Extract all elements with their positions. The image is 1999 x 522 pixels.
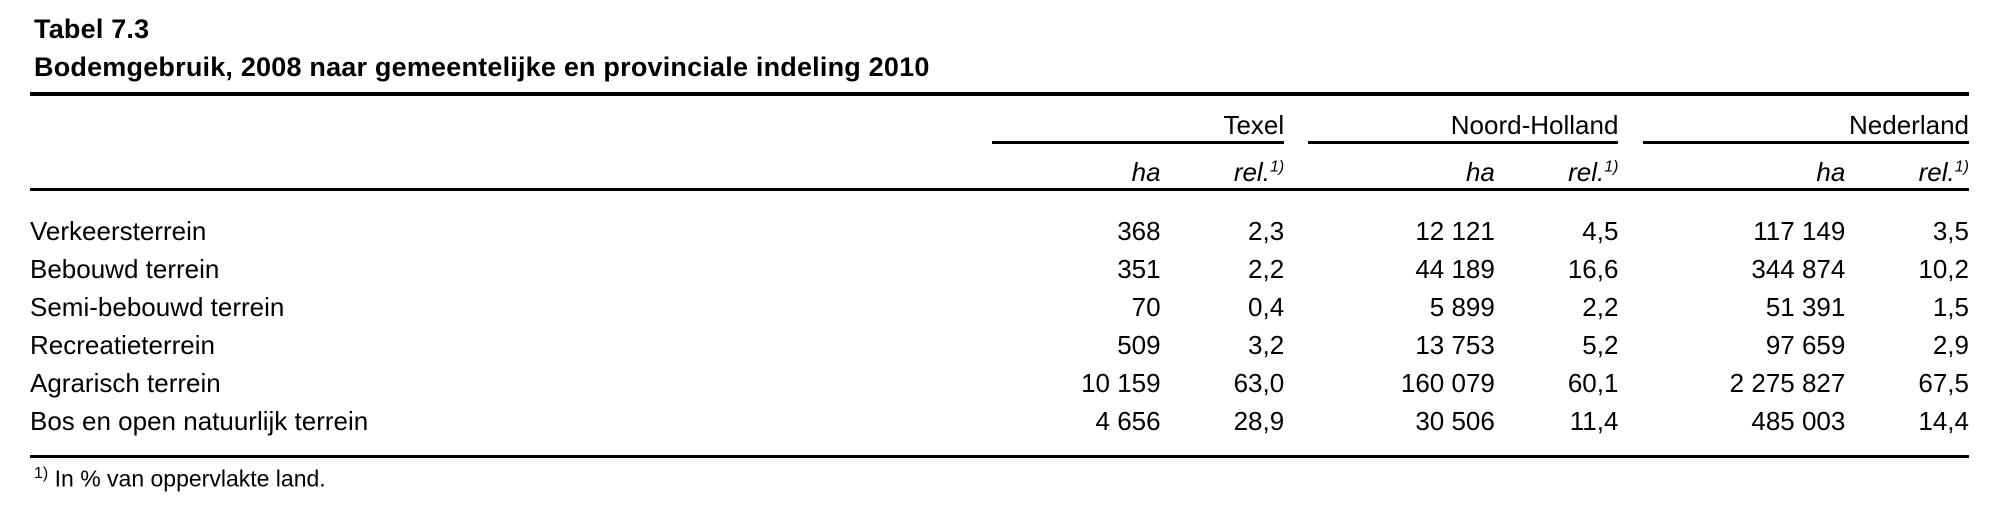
cell-texel-rel-5: 28,9 (1233, 405, 1285, 436)
footnote-ref-icon-2: 1) (1604, 157, 1619, 175)
row-gap-2-1 (1284, 285, 1308, 323)
row-label-bebouwd-terrein: Bebouwd terrein (30, 253, 220, 284)
table-bottom-rule-cell (30, 456, 1969, 458)
body-footer-spacer-cell (30, 437, 1969, 457)
subheader-nl-rel (1845, 142, 1969, 188)
cell-texel-rel-2: 0,4 (1248, 291, 1285, 322)
footnote-ref-icon-1: 1) (1269, 157, 1285, 175)
subheader-nh-rel-text: rel. (1568, 156, 1605, 187)
subheader-nh-ha: ha (1465, 156, 1495, 187)
cell-texel-rel-3: 3,2 (1248, 329, 1285, 360)
cell-nl-rel-4: 67,5 (1918, 367, 1969, 398)
cell-nl-rel-3: 2,9 (1932, 329, 1969, 360)
cell-texel-ha-0: 368 (1117, 215, 1161, 246)
cell-nh-rel-0: 4,5 (1582, 215, 1619, 246)
cell-nh-rel-5: 11,4 (1569, 405, 1619, 436)
cell-nl-rel-5: 14,4 (1918, 405, 1969, 436)
table-subheader-row (30, 142, 1969, 188)
row-label-recreatieterrein: Recreatieterrein (30, 329, 215, 360)
row-label-semi-bebouwd-terrein: Semi-bebouwd terrein (30, 291, 285, 322)
cell-texel-ha-4: 10 159 (1081, 367, 1161, 398)
cell-nh-ha-0: 12 121 (1415, 215, 1495, 246)
row-gap-2-2 (1618, 285, 1642, 323)
footnote-ref-icon-3: 1) (1954, 157, 1969, 175)
cell-nh-ha-3: 13 753 (1415, 329, 1495, 360)
subheader-gap-2 (1618, 142, 1642, 188)
group-gap-2 (1618, 96, 1642, 142)
table-row (30, 361, 1969, 399)
cell-nl-rel-1: 10,2 (1918, 253, 1969, 284)
subheader-texel-rel-text: rel. (1233, 156, 1270, 187)
cell-nh-ha-5: 30 506 (1415, 405, 1495, 436)
subheader-nh-rel (1495, 142, 1619, 188)
row-gap-0-2 (1618, 209, 1642, 247)
cell-texel-rel-0: 2,3 (1248, 215, 1285, 246)
table-title-block (30, 10, 1969, 86)
table-row (30, 247, 1969, 285)
cell-texel-ha-3: 509 (1117, 329, 1161, 360)
row-gap-3-1 (1284, 323, 1308, 361)
row-gap-5-1 (1284, 399, 1308, 437)
cell-nl-rel-0: 3,5 (1932, 215, 1969, 246)
cell-nh-rel-1: 16,6 (1567, 253, 1619, 284)
body-footer-spacer (30, 437, 1969, 457)
table-row (30, 285, 1969, 323)
table-bottom-rule (30, 456, 1969, 458)
row-gap-5-2 (1618, 399, 1642, 437)
footnote-text: In % van oppervlakte land. (54, 465, 326, 492)
row-gap-1-2 (1618, 247, 1642, 285)
cell-texel-ha-5: 4 656 (1095, 405, 1161, 436)
subheader-gap-1 (1284, 142, 1308, 188)
cell-nh-ha-2: 5 899 (1429, 291, 1495, 322)
group-header-noord-holland: Noord-Holland (1308, 96, 1618, 142)
header-body-spacer (30, 189, 1969, 209)
cell-nl-rel-2: 1,5 (1932, 291, 1969, 322)
cell-nh-ha-1: 44 189 (1415, 253, 1495, 284)
table-row (30, 399, 1969, 437)
cell-nl-ha-1: 344 874 (1751, 253, 1846, 284)
table-footnote (30, 465, 1969, 493)
table-title: Bodemgebruik, 2008 naar gemeentelijke en provinciale indeling 2010 (34, 52, 930, 82)
header-body-spacer-cell (30, 189, 1969, 209)
row-label-bos-en-open-natuurlijk-terrein: Bos en open natuurlijk terrein (30, 405, 369, 436)
subheader-nl-ha: ha (1816, 156, 1846, 187)
subheader-nl-rel-text: rel. (1918, 156, 1955, 187)
subheader-spacer (30, 142, 992, 188)
cell-nl-ha-5: 485 003 (1751, 405, 1846, 436)
row-gap-1-1 (1284, 247, 1308, 285)
group-header-spacer (30, 96, 992, 142)
group-header-texel: Texel (992, 96, 1284, 142)
cell-nh-ha-4: 160 079 (1400, 367, 1495, 398)
group-header-nederland: Nederland (1643, 96, 1969, 142)
group-gap-1 (1284, 96, 1308, 142)
cell-texel-ha-1: 351 (1117, 253, 1161, 284)
subheader-texel-rel (1161, 142, 1285, 188)
footnote-marker: 1) (34, 464, 49, 482)
cell-nh-rel-3: 5,2 (1582, 329, 1619, 360)
subheader-texel-ha: ha (1131, 156, 1161, 187)
cell-texel-ha-2: 70 (1131, 291, 1161, 322)
row-gap-3-2 (1618, 323, 1642, 361)
bodemgebruik-table (30, 96, 1969, 458)
table-number: Tabel 7.3 (34, 14, 150, 44)
row-gap-4-1 (1284, 361, 1308, 399)
cell-texel-rel-1: 2,2 (1248, 253, 1285, 284)
cell-nl-ha-4: 2 275 827 (1729, 367, 1846, 398)
cell-nl-ha-3: 97 659 (1765, 329, 1846, 360)
cell-nh-rel-4: 60,1 (1567, 367, 1619, 398)
table-row (30, 323, 1969, 361)
row-label-agrarisch-terrein: Agrarisch terrein (30, 367, 221, 398)
table-group-header-row (30, 96, 1969, 142)
cell-nl-ha-0: 117 149 (1753, 215, 1846, 246)
cell-texel-rel-4: 63,0 (1233, 367, 1285, 398)
row-gap-0-1 (1284, 209, 1308, 247)
row-label-verkeersterrein: Verkeersterrein (30, 215, 207, 246)
table-row (30, 209, 1969, 247)
cell-nl-ha-2: 51 391 (1765, 291, 1846, 322)
cell-nh-rel-2: 2,2 (1582, 291, 1619, 322)
row-gap-4-2 (1618, 361, 1642, 399)
